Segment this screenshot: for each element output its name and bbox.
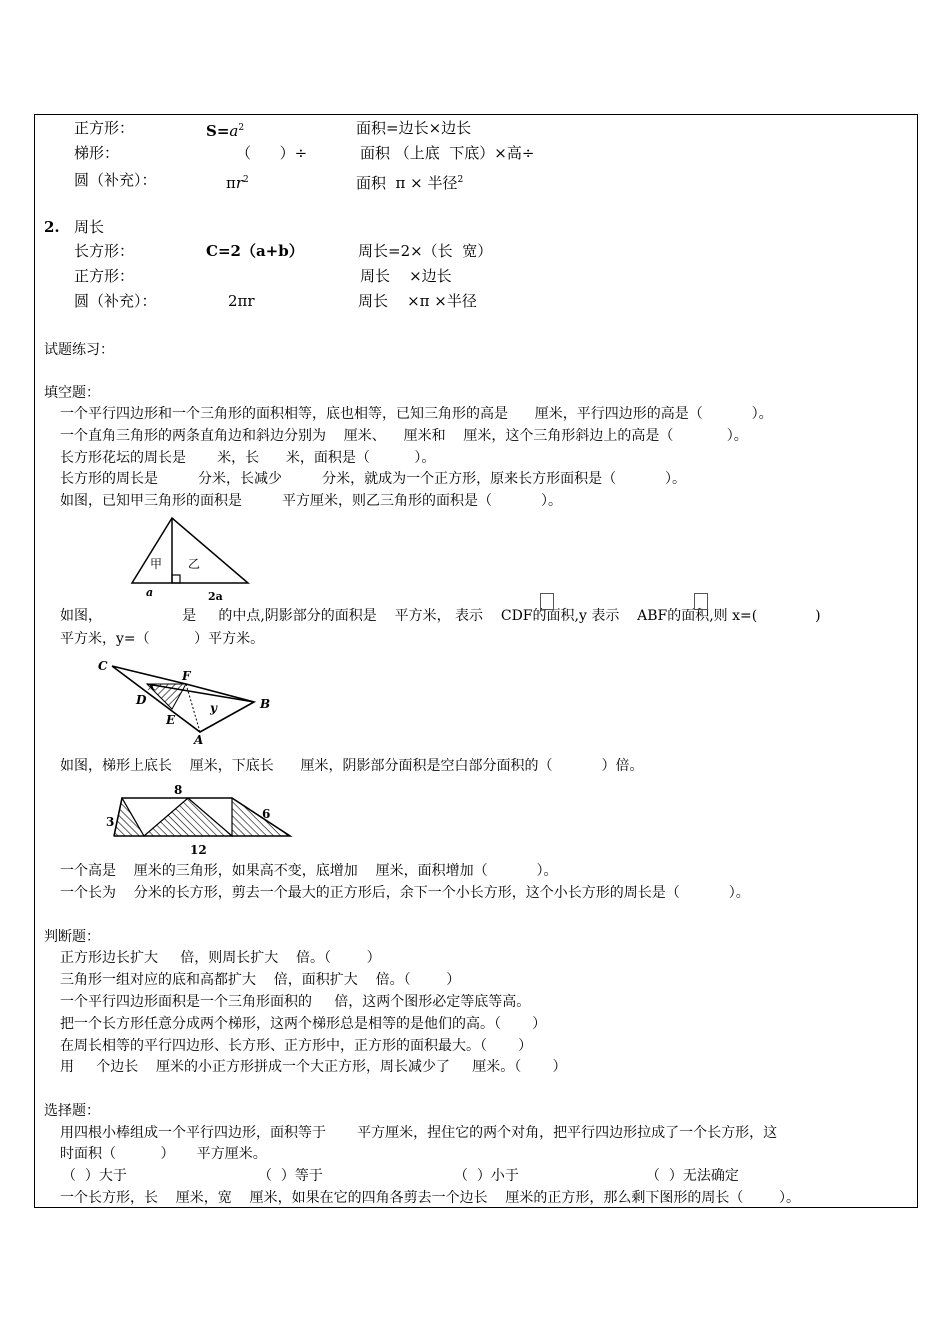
circle-perimeter-formula: 2πr <box>228 292 255 310</box>
perimeter-heading: 周长 <box>74 218 105 236</box>
fill-question-3: 长方形花坛的周长是 米，长 米，面积是（ ）。 <box>60 450 436 466</box>
square-area-name: 正方形： <box>74 119 135 137</box>
judge-question-2: 三角形一组对应的底和高都扩大 倍，面积扩大 倍。（ ） <box>60 972 461 988</box>
label-jia: 甲 <box>150 557 163 571</box>
trapezoid-area-name: 梯形： <box>74 144 120 162</box>
label-E: E <box>166 713 176 727</box>
label-F: F <box>182 669 191 683</box>
fill-question-1: 一个平行四边形和一个三角形的面积相等，底也相等，已知三角形的高是 厘米，平行四边形的高是（ ）。 <box>60 406 773 422</box>
square-area-formula: $S=a^2$ <box>206 122 245 140</box>
shaded-triangle-figure <box>92 654 282 748</box>
triangle-symbol-box <box>694 593 708 610</box>
fill-section-title: 填空题： <box>44 385 100 401</box>
fill-question-7: 如图，梯形上底长 厘米，下底长 厘米，阴影部分面积是空白部分面积的（ ）倍。 <box>60 758 644 774</box>
judge-question-6: 用 个边长 厘米的小正方形拼成一个大正方形，周长减少了 厘米。（ ） <box>60 1059 567 1075</box>
choice-question-2: 一个长方形，长 厘米，宽 厘米，如果在它的四角各剪去一个边长 厘米的正方形，那么剩下图形的周长（ ）。 <box>60 1190 801 1206</box>
judge-question-5: 在周长相等的平行四边形、长方形、正方形中，正方形的面积最大。（ ） <box>60 1038 533 1054</box>
judge-question-1: 正方形边长扩大 倍，则周长扩大 倍。（ ） <box>60 950 381 966</box>
trapezoid-area-formula: （ ）÷ <box>236 144 308 162</box>
rect-perimeter-formula: C=2（a+b） <box>206 242 304 260</box>
label-left-3: 3 <box>106 815 115 829</box>
choice-option-c[interactable]: （ ）小于 <box>454 1168 519 1184</box>
circle-area-words: 面积 π × 半径$^2$ <box>356 174 464 192</box>
square-perimeter-words: 周长 ×边长 <box>360 267 452 285</box>
judge-question-3: 一个平行四边形面积是一个三角形面积的 倍，这两个图形必定等底等高。 <box>60 994 531 1010</box>
fill-question-6-line-1: 如图， 是 的中点,阴影部分的面积是 平方米， 表示 CDF的面积,y 表示 ABF的面积,则 x=( ) <box>60 608 821 624</box>
label-a: a <box>146 586 154 599</box>
triangle-figure <box>120 510 260 602</box>
choice-option-b[interactable]: （ ）等于 <box>258 1168 323 1184</box>
circle-area-formula: $\pi r^2$ <box>226 174 249 192</box>
triangle-symbol-box <box>540 593 554 610</box>
label-D: D <box>136 693 147 707</box>
label-top-8: 8 <box>174 783 183 797</box>
judge-question-4: 把一个长方形任意分成两个梯形，这两个梯形总是相等的是他们的高。（ ） <box>60 1016 547 1032</box>
fill-question-2: 一个直角三角形的两条直角边和斜边分别为 厘米、 厘米和 厘米，这个三角形斜边上的高是（ ）。 <box>60 428 748 444</box>
trapezoid-figure <box>100 782 300 858</box>
judge-section-title: 判断题： <box>44 929 100 945</box>
circle-area-name: 圆（补充）： <box>74 171 157 189</box>
rect-perimeter-words: 周长=2×（长 宽） <box>358 242 493 260</box>
choice-section-title: 选择题： <box>44 1103 100 1119</box>
rect-perimeter-name: 长方形： <box>74 242 135 260</box>
fill-question-5: 如图，已知甲三角形的面积是 平方厘米，则乙三角形的面积是（ ）。 <box>60 493 563 509</box>
square-perimeter-name: 正方形： <box>74 267 135 285</box>
label-y: y <box>210 701 217 715</box>
label-2a: 2a <box>208 590 223 602</box>
fill-question-6-line-2: 平方米，y=（ ）平方米。 <box>60 631 265 647</box>
square-area-words: 面积=边长×边长 <box>356 119 472 137</box>
fill-question-9: 一个长为 分米的长方形，剪去一个最大的正方形后，余下一个小长方形，这个小长方形的周长是（ ）。 <box>60 885 750 901</box>
perimeter-heading-number: 2. <box>44 218 60 236</box>
choice-option-a[interactable]: （ ）大于 <box>62 1168 127 1184</box>
label-x: x <box>148 679 156 693</box>
circle-perimeter-words: 周长 ×π ×半径 <box>358 292 477 310</box>
label-B: B <box>260 697 271 711</box>
circle-perimeter-name: 圆（补充）： <box>74 292 157 310</box>
label-C: C <box>98 659 108 673</box>
choice-question-1-line-2: 时面积（ ） 平方厘米。 <box>60 1146 267 1162</box>
choice-question-1-line-1: 用四根小棒组成一个平行四边形，面积等于 平方厘米，捏住它的两个对角，把平行四边形拉成了一个长方形，这 <box>60 1125 778 1141</box>
fill-question-4: 长方形的周长是 分米，长减少 分米，就成为一个正方形，原来长方形面积是（ ）。 <box>60 471 687 487</box>
label-A: A <box>194 733 204 747</box>
trapezoid-area-words: 面积 （上底 下底）×高÷ <box>360 144 535 162</box>
label-bottom-12: 12 <box>190 843 207 857</box>
label-right-6: 6 <box>262 807 271 821</box>
practice-title: 试题练习： <box>44 342 114 358</box>
choice-option-d[interactable]: （ ）无法确定 <box>646 1168 739 1184</box>
fill-question-8: 一个高是 厘米的三角形，如果高不变，底增加 厘米，面积增加（ ）。 <box>60 863 558 879</box>
label-yi: 乙 <box>188 557 201 571</box>
